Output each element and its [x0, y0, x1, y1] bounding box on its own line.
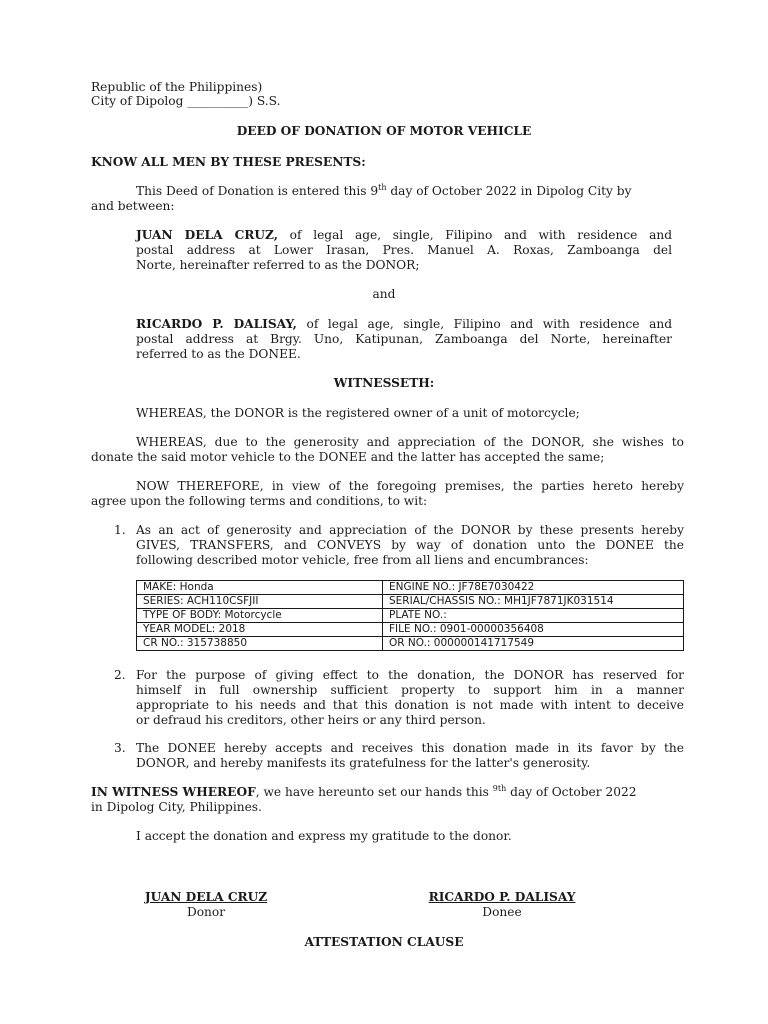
- item-3-line-1: The DONEE hereby accepts and receives this donation made in its favor by the: [136, 741, 684, 755]
- item-1-line-2: GIVES, TRANSFERS, and CONVEYS by way of donation unto the DONEE the: [136, 538, 684, 552]
- in-witness-line-1: IN WITNESS WHEREOF, we have hereunto set our hands this $^{9th}$ day of October 2022: [91, 783, 637, 799]
- table-row: [137, 609, 684, 623]
- header-city: City of Dipolog __________) S.S.: [91, 94, 281, 108]
- table-cell-or-no: OR NO.: 000000141717549: [383, 637, 684, 651]
- donor-signature-name: JUAN DELA CRUZ: [144, 890, 268, 904]
- donee-line-3: referred to as the DONEE.: [136, 347, 301, 361]
- now-therefore-line-1: NOW THEREFORE, in view of the foregoing premises, the parties hereto hereby: [136, 479, 684, 493]
- item-2-number: 2.: [114, 668, 126, 682]
- item-2-line-2: himself in full ownership sufficient property to support him in a manner: [136, 683, 684, 697]
- in-witness-line-2: in Dipolog City, Philippines.: [91, 800, 262, 814]
- table-cell-engine: ENGINE NO.: JF78E7030422: [383, 581, 684, 595]
- intro-line-1: This Deed of Donation is entered this 9th day of October 2022 in Dipolog City by: [136, 182, 632, 198]
- item-1-line-3: following described motor vehicle, free from all liens and encumbrances:: [136, 553, 589, 567]
- item-2-line-4: or defraud his creditors, other heirs or any third person.: [136, 713, 486, 727]
- table-cell-chassis: SERIAL/CHASSIS NO.: MH1JF7871JK031514: [383, 595, 684, 609]
- intro-line-2: and between:: [91, 199, 175, 213]
- donor-line-1: JUAN DELA CRUZ, of legal age, single, Filipino and with residence and: [136, 228, 672, 242]
- attestation-heading: ATTESTATION CLAUSE: [304, 935, 464, 949]
- item-1-line-1: As an act of generosity and appreciation of the DONOR by these presents hereby: [136, 523, 684, 537]
- vehicle-details-table: [136, 580, 684, 651]
- item-2-line-1: For the purpose of giving effect to the donation, the DONOR has reserved for: [136, 668, 684, 682]
- table-cell-year-model: YEAR MODEL: 2018: [137, 623, 383, 637]
- table-row: [137, 637, 684, 651]
- and-word: and: [372, 287, 396, 301]
- donee-signature-role: Donee: [482, 905, 522, 919]
- item-3-number: 3.: [114, 741, 126, 755]
- witnesseth-heading: WITNESSETH:: [333, 376, 435, 390]
- donee-signature-name: RICARDO P. DALISAY: [428, 890, 576, 904]
- table-cell-series: SERIES: ACH110CSFJII: [137, 595, 383, 609]
- table-cell-cr-no: CR NO.: 315738850: [137, 637, 383, 651]
- donor-name: JUAN DELA CRUZ,: [136, 228, 278, 242]
- table-row: [137, 623, 684, 637]
- in-witness-bold: IN WITNESS WHEREOF: [91, 785, 256, 799]
- table-cell-make: MAKE: Honda: [137, 581, 383, 595]
- donor-line-3: Norte, hereinafter referred to as the DONOR;: [136, 258, 420, 272]
- acceptance-statement: I accept the donation and express my gratitude to the donor.: [136, 829, 512, 843]
- table-cell-file-no: FILE NO.: 0901-00000356408: [383, 623, 684, 637]
- item-2-line-3: appropriate to his needs and that this donation is not made with intent to deceive: [136, 698, 684, 712]
- donor-line-2: postal address at Lower Irasan, Pres. Manuel A. Roxas, Zamboanga del: [136, 243, 672, 257]
- table-row: [137, 581, 684, 595]
- know-all-heading: KNOW ALL MEN BY THESE PRESENTS:: [91, 155, 366, 169]
- item-3-line-2: DONOR, and hereby manifests its gratefulness for the latter's generosity.: [136, 756, 591, 770]
- header-republic: Republic of the Philippines): [91, 80, 263, 94]
- document-title: DEED OF DONATION OF MOTOR VEHICLE: [236, 124, 532, 138]
- donee-line-1: RICARDO P. DALISAY, of legal age, single, Filipino and with residence and: [136, 317, 672, 331]
- donee-name: RICARDO P. DALISAY,: [136, 317, 297, 331]
- table-cell-plate: PLATE NO.:: [383, 609, 684, 623]
- table-row: [137, 595, 684, 609]
- whereas-1: WHEREAS, the DONOR is the registered owner of a unit of motorcycle;: [136, 406, 580, 420]
- whereas-2-line-2: donate the said motor vehicle to the DONEE and the latter has accepted the same;: [91, 450, 605, 464]
- donee-line-2: postal address at Brgy. Uno, Katipunan, Zamboanga del Norte, hereinafter: [136, 332, 672, 346]
- donor-signature-role: Donor: [186, 905, 226, 919]
- item-1-number: 1.: [114, 523, 126, 537]
- table-cell-body-type: TYPE OF BODY: Motorcycle: [137, 609, 383, 623]
- whereas-2-line-1: WHEREAS, due to the generosity and appreciation of the DONOR, she wishes to: [136, 435, 684, 449]
- now-therefore-line-2: agree upon the following terms and conditions, to wit:: [91, 494, 428, 508]
